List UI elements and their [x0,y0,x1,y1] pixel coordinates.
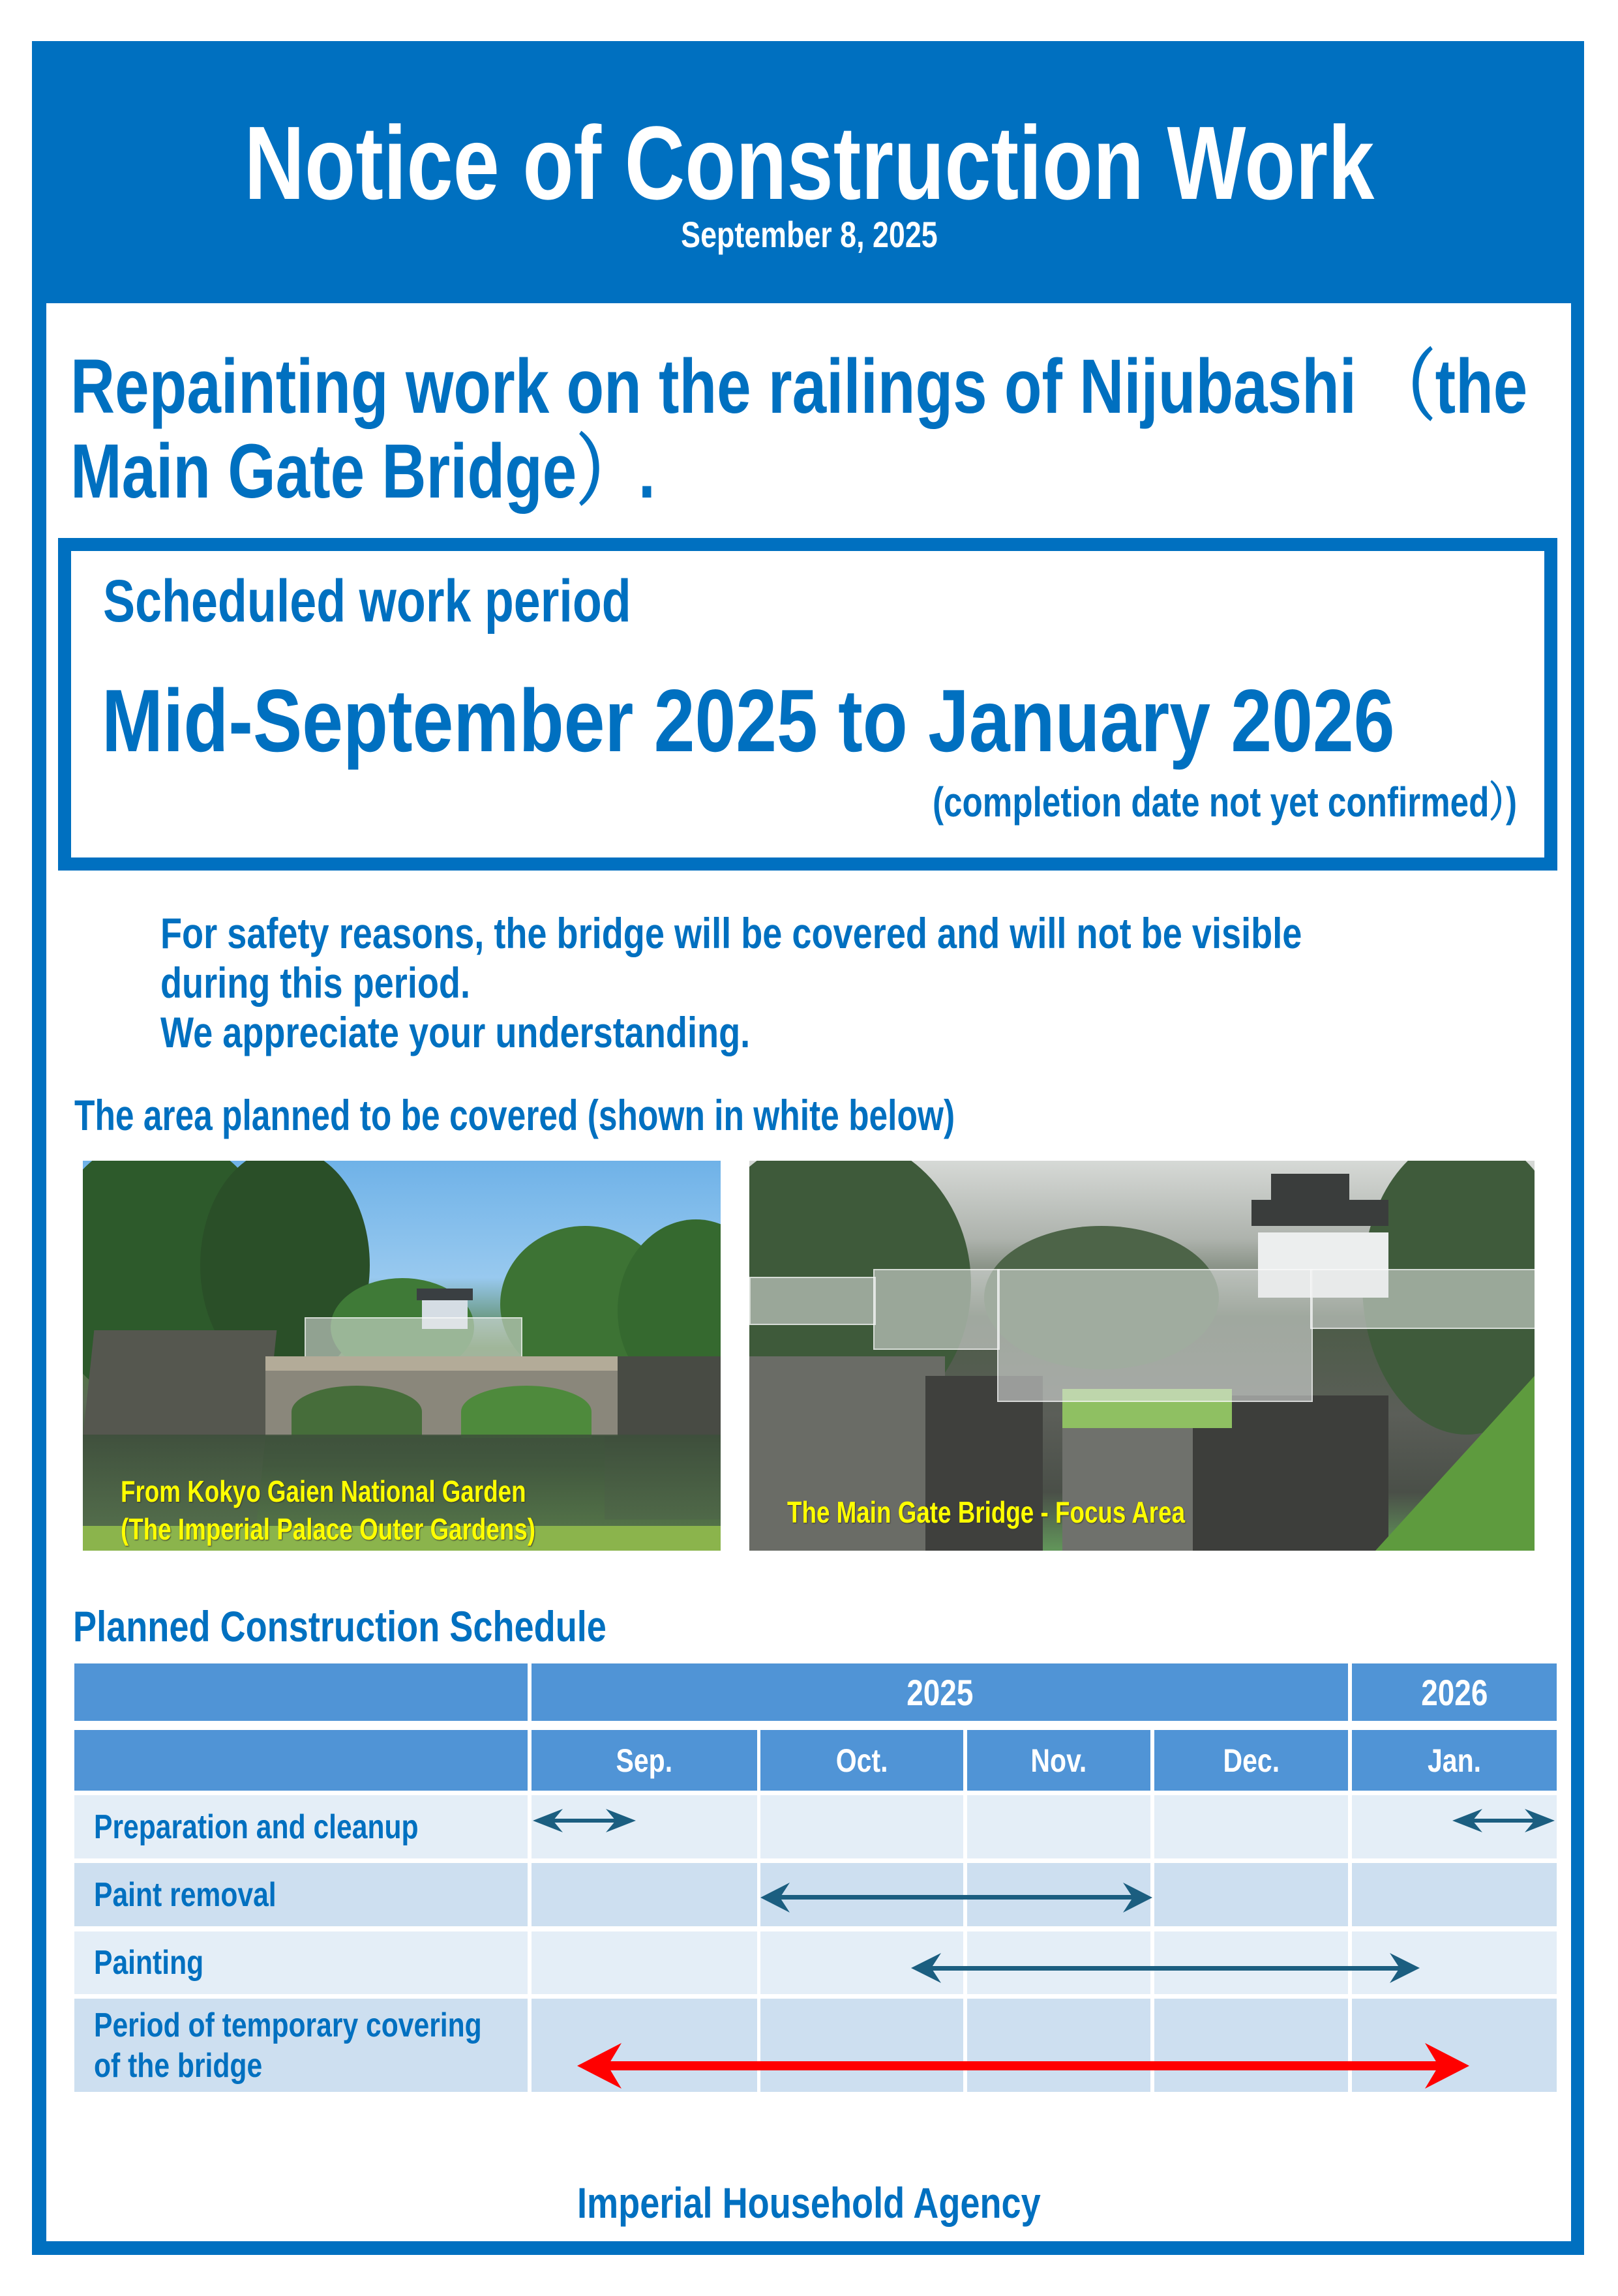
table-cell [1154,1931,1348,1994]
work-period-value [102,672,1618,769]
task-label-line-1: Period of temporary covering [94,2006,482,2044]
headline [70,344,1618,429]
headline-line-2: Main Gate Bridge）. [70,428,655,514]
notice-line-1 [160,908,1553,958]
table-cell [1352,1863,1557,1926]
task-row-temporary-covering [74,1999,528,2092]
table-cell [532,1863,757,1926]
schedule-task-header [74,1730,528,1791]
table-cell [967,1999,1150,2092]
headline-continued [70,429,802,514]
table-cell [760,1931,963,1994]
year-header-2025 [532,1663,1348,1721]
issuing-agency-text: Imperial Household Agency [577,2179,1041,2227]
month-label: Oct. [835,1742,888,1779]
work-period-note [787,779,1517,825]
year-label: 2026 [1420,1671,1488,1713]
month-label: Dec. [1223,1742,1280,1779]
table-cell [532,1795,757,1858]
table-cell [1352,1999,1557,2092]
page-title [0,104,1618,221]
notice-text: For safety reasons, the bridge will be covered and will not be visible [160,909,1302,957]
photo-from-outer-gardens [83,1161,721,1551]
covered-area-caption-text: The area planned to be covered (shown in white below) [74,1091,955,1139]
table-cell [1154,1795,1348,1858]
work-period-value-text: Mid-September 2025 to January 2026 [102,671,1395,770]
photo-1-label [121,1472,639,1548]
month-label: Nov. [1030,1742,1087,1779]
month-header-jan [1352,1730,1557,1791]
table-cell [760,1795,963,1858]
photo-2-label-line-1: The Main Gate Bridge - Focus Area [787,1495,1186,1529]
task-row-preparation [74,1795,528,1858]
notice-line-3 [160,1007,880,1057]
page-title-text: Notice of Construction Work [244,104,1374,221]
task-row-painting [74,1931,528,1994]
issuing-agency [0,2178,1618,2228]
photo-main-gate-bridge [749,1161,1535,1551]
table-cell [1154,1863,1348,1926]
work-period-label [103,569,763,634]
photo-1-label-line-2: (The Imperial Palace Outer Gardens) [121,1512,536,1546]
table-cell [967,1795,1150,1858]
month-header-oct [760,1730,963,1791]
notice-line-2 [160,958,538,1007]
month-header-nov [967,1730,1150,1791]
table-cell [760,1863,963,1926]
task-label-line-2: of the bridge [94,2046,263,2085]
schedule-header-blank [74,1663,528,1721]
notice-date [0,215,1618,254]
task-label: Painting [94,1944,204,1982]
covered-area-caption [74,1090,1203,1140]
photo-2-label [787,1493,1285,1531]
schedule-title [73,1602,723,1651]
schedule-title-text: Planned Construction Schedule [73,1602,607,1650]
photo-1-label-line-1: From Kokyo Gaien National Garden [121,1474,526,1508]
month-header-dec [1154,1730,1348,1791]
table-cell [1352,1931,1557,1994]
notice-date-text: September 8, 2025 [680,214,938,255]
year-header-2026 [1352,1663,1557,1721]
notice-text: during this period. [160,959,471,1007]
task-row-paint-removal [74,1863,528,1926]
work-period-note-text: (completion date not yet confirmed）) [932,779,1517,826]
work-period-label-text: Scheduled work period [103,568,631,634]
month-label: Jan. [1427,1742,1482,1779]
year-label: 2025 [906,1671,974,1713]
table-cell [967,1863,1150,1926]
table-cell [967,1931,1150,1994]
table-cell [532,1999,757,2092]
month-header-sep [532,1730,757,1791]
table-cell [1154,1999,1348,2092]
month-label: Sep. [616,1742,673,1779]
table-cell [1352,1795,1557,1858]
table-cell [532,1931,757,1994]
headline-line-1: Repainting work on the railings of Nijubashi （the [70,344,1528,430]
task-label: Paint removal [94,1875,277,1914]
notice-text: We appreciate your understanding. [160,1008,751,1056]
table-cell [760,1999,963,2092]
task-label: Preparation and cleanup [94,1808,419,1846]
